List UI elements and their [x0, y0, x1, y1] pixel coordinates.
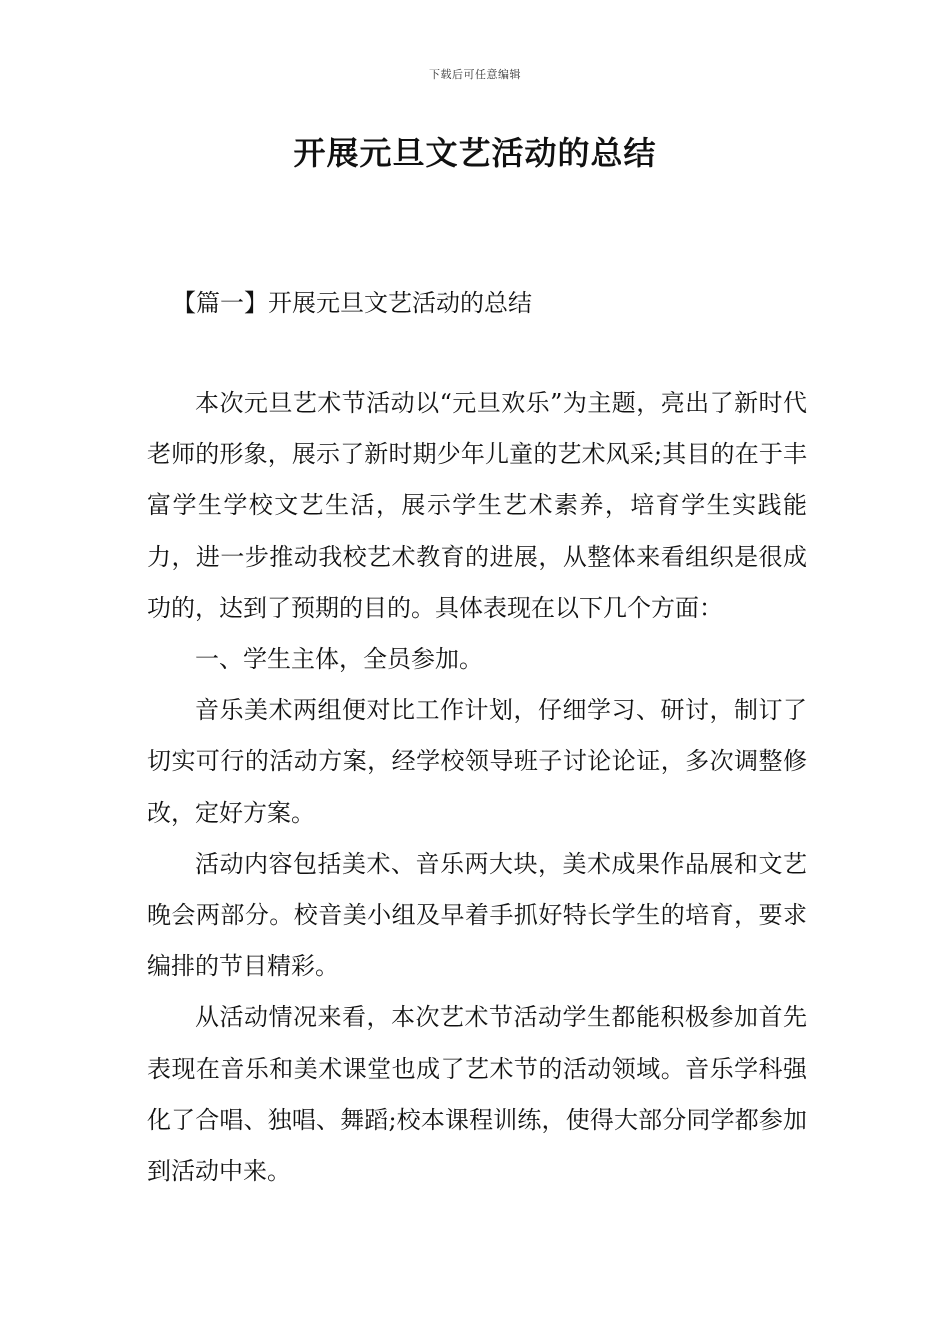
paragraph-content: 活动内容包括美术、音乐两大块，美术成果作品展和文艺晚会两部分。校音美小组及早着手抓好特长学生的培育，要求编排的节目精彩。 — [147, 849, 807, 981]
header-note: 下载后可任意编辑 — [429, 68, 521, 81]
paragraph-intro: 本次元旦艺术节活动以“元旦欢乐”为主题，亮出了新时代老师的形象，展示了新时期少年儿童的艺术风采;其目的在于丰富学生学校文艺生活，展示学生艺术素养，培育学生实践能力，进一步推动我校艺术教育的进展，从整体来看组织是很成功的，达到了预期的目的。具体表现在以下几个方面： — [147, 389, 807, 622]
paragraph-planning: 音乐美术两组便对比工作计划，仔细学习、研讨，制订了切实可行的活动方案，经学校领导班子讨论论证，多次调整修改，定好方案。 — [147, 696, 807, 827]
paragraph-participation: 从活动情况来看，本次艺术节活动学生都能积极参加首先表现在音乐和美术课堂也成了艺术节的活动领域。音乐学科强化了合唱、独唱、舞蹈;校本课程训练，使得大部分同学都参加到活动中来。 — [147, 1003, 807, 1186]
section-heading: 【篇一】开展元旦文艺活动的总结 — [172, 289, 532, 317]
document-title: 开展元旦文艺活动的总结 — [293, 134, 657, 172]
document-body — [147, 378, 807, 1197]
paragraph-point-one: 一、学生主体，全员参加。 — [195, 645, 483, 674]
